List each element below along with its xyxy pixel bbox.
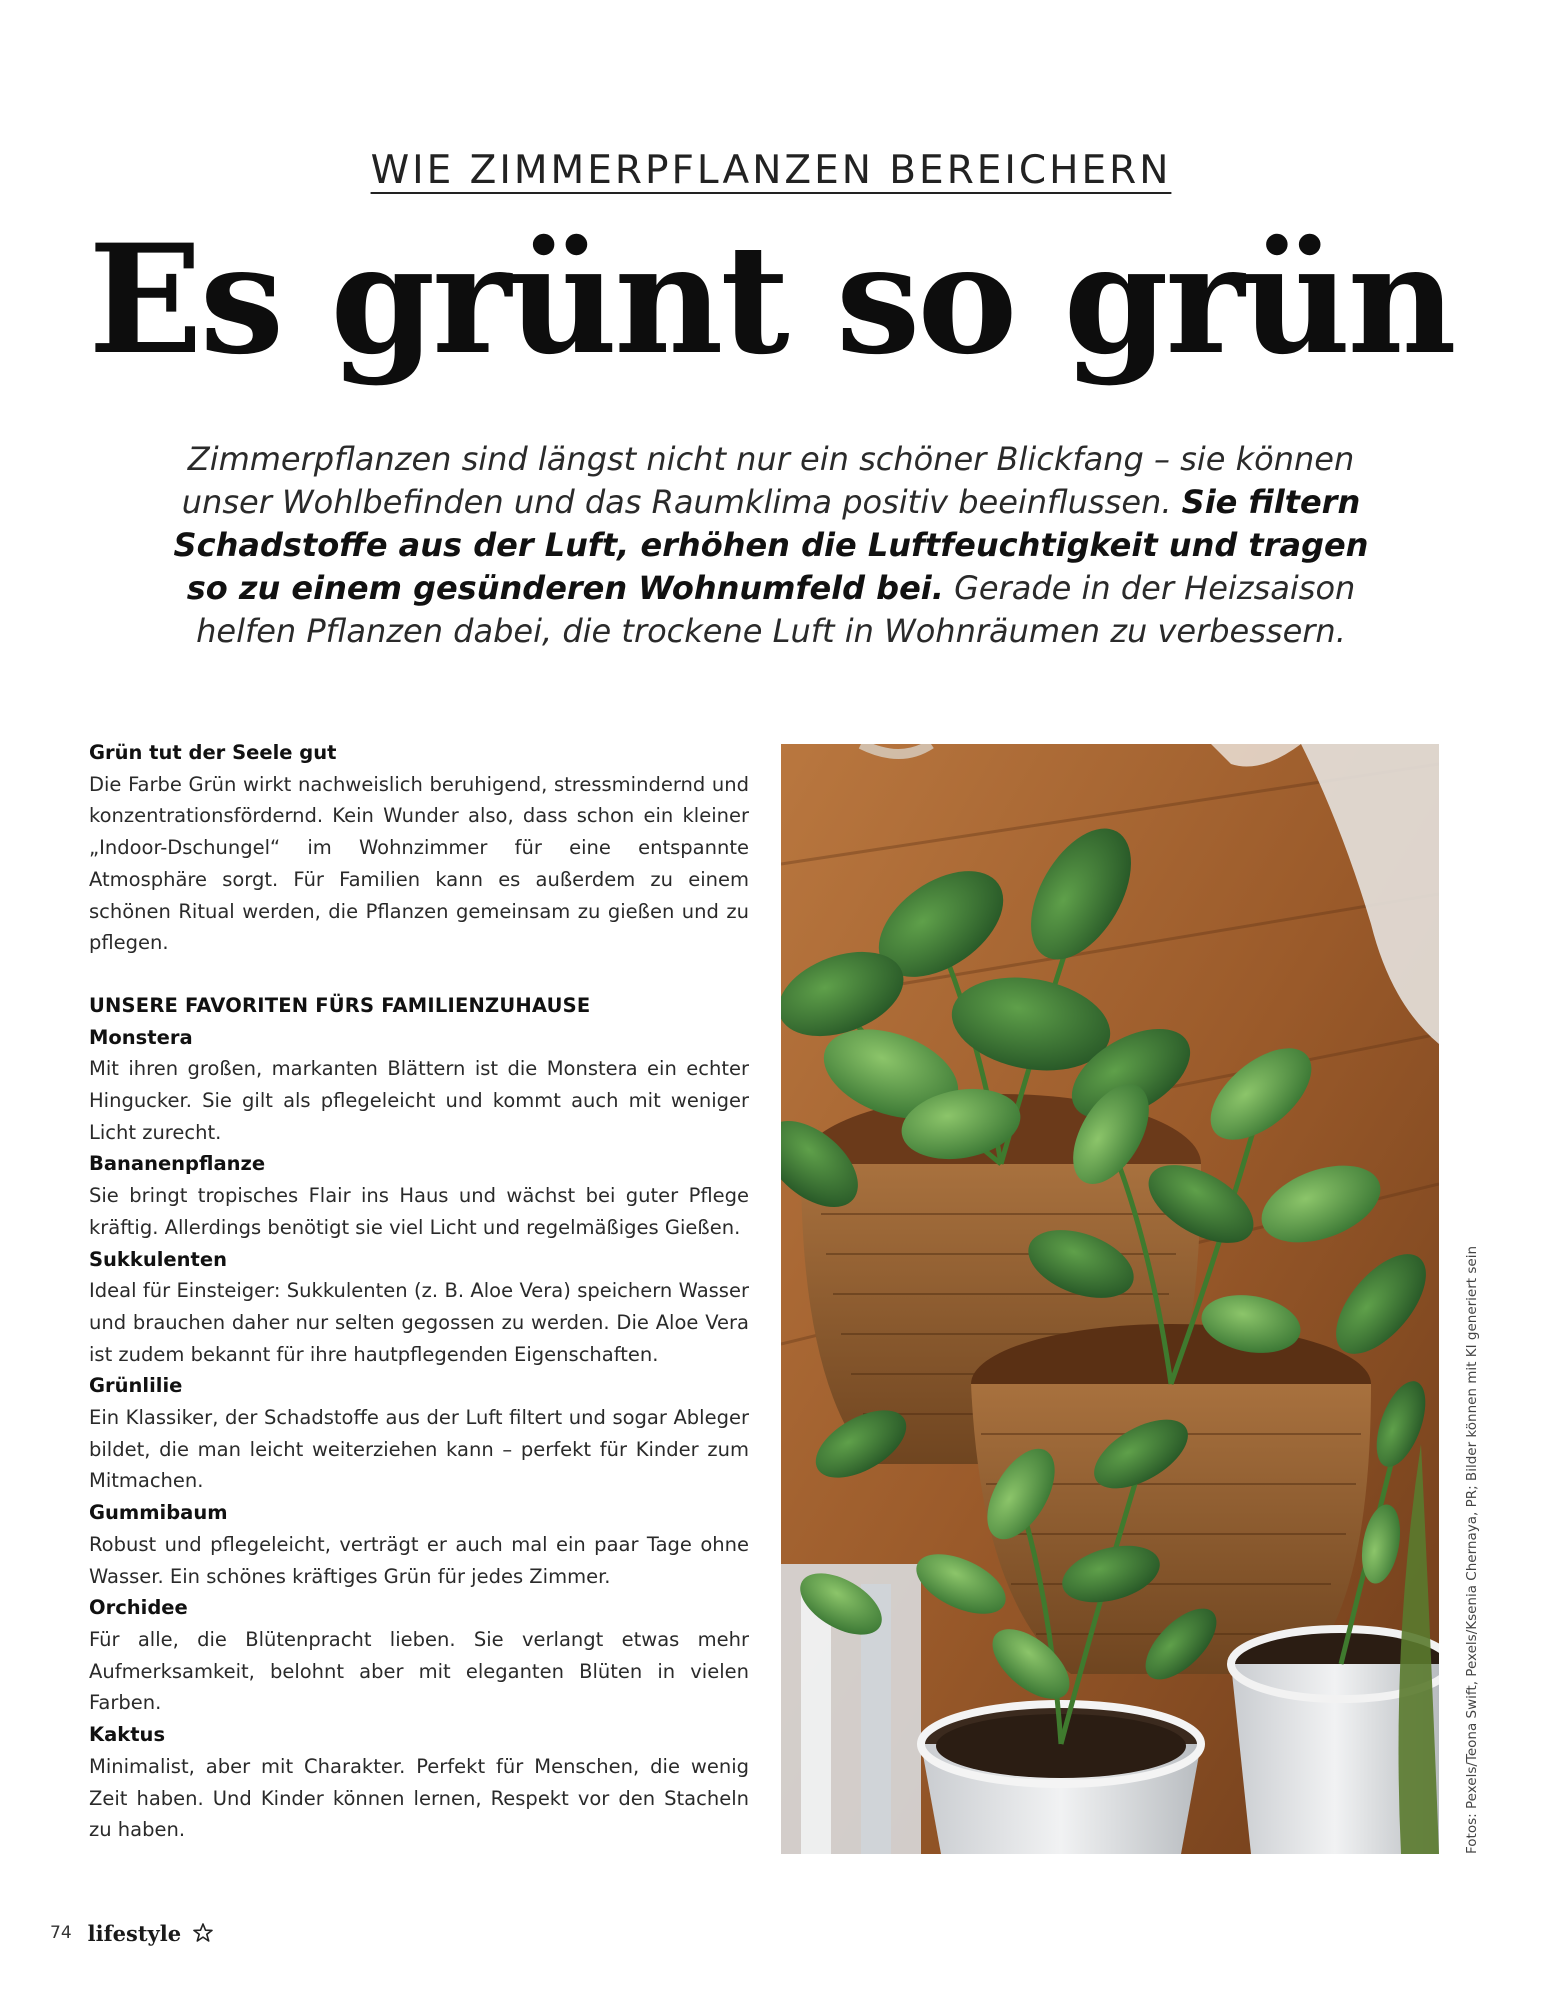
lead-outro: Gerade in der Heizsaison helfen Pflanzen dabei, die trockene Luft in Wohnräumen zu verbessern. — [196, 569, 1356, 650]
houseplants-photo — [781, 744, 1439, 1854]
plant-name: Kaktus — [89, 1723, 166, 1747]
article-body — [89, 737, 749, 1846]
plant-name: Gummibaum — [89, 1501, 228, 1525]
lead-paragraph — [150, 438, 1392, 653]
intro-text: Die Farbe Grün wirkt nachweislich beruhigend, stressmindernd und konzentrationsfördernd. Kein Wunder also, dass schon ein kleiner „Indoor-Dschungel“ im Wohnzimmer für eine entspannte Atmosphäre sorgt. Für Familien kann es außerdem zu einem schönen Ritual werden, die Pflanzen gemeinsam zu gießen und zu pflegen. — [89, 772, 749, 955]
page-number: 74 — [50, 1923, 72, 1943]
plant-text: Ideal für Einsteiger: Sukkulenten (z. B. Aloe Vera) speichern Wasser und brauchen daher nur selten gegossen zu werden. Die Aloe Vera ist zudem bekannt für ihre hautpflegenden Eigenschaften. — [89, 1279, 749, 1366]
kicker: WIE ZIMMERPFLANZEN BEREICHERN — [370, 148, 1172, 193]
plant-text: Sie bringt tropisches Flair ins Haus und wächst bei guter Pflege kräftig. Allerdings benötigt sie viel Licht und regelmäßiges Gießen. — [89, 1184, 749, 1239]
plant-text: Minimalist, aber mit Charakter. Perfekt für Menschen, die wenig Zeit haben. Und Kinder können lernen, Respekt vor den Stacheln zu haben. — [89, 1754, 749, 1842]
lead-bold: Sie filtern Schadstoffe aus der Luft, erhöhen die Luftfeuchtigkeit und tragen so zu einem gesünderen Wohnumfeld bei. — [173, 483, 1369, 607]
plant-name: Sukkulenten — [89, 1247, 227, 1271]
photo-credit-text: Fotos: Pexels/Teona Swift, Pexels/Ksenia Chernaya, PR; Bilder können mit KI generiert sein — [1464, 1245, 1480, 1854]
plant-text: Für alle, die Blütenpracht lieben. Sie verlangt etwas mehr Aufmerksamkeit, belohnt aber mit eleganten Blüten in vielen Farben. — [89, 1627, 749, 1715]
plant-name: Grünlilie — [89, 1374, 183, 1398]
plant-name: Orchidee — [89, 1596, 188, 1620]
lead-intro: Zimmerpflanzen sind längst nicht nur ein schöner Blickfang – sie können unser Wohlbefinden und das Raumklima positiv beeinflussen. — [181, 440, 1355, 521]
photo-credit — [1464, 1245, 1484, 1874]
star-icon — [193, 1923, 213, 1943]
plant-name: Monstera — [89, 1025, 193, 1049]
page-footer — [50, 1918, 213, 1948]
brand-logo: lifestyle — [87, 1920, 182, 1946]
plant-text: Mit ihren großen, markanten Blättern ist die Monstera ein echter Hingucker. Sie gilt als pflegeleicht und kommt auch mit weniger Licht zurecht. — [89, 1057, 749, 1144]
plant-text: Robust und pflegeleicht, verträgt er auch mal ein paar Tage ohne Wasser. Ein schönes kräftiges Grün für jedes Zimmer. — [89, 1532, 749, 1588]
favorites-heading: UNSERE FAVORITEN FÜRS FAMILIENZUHAUSE — [89, 993, 591, 1017]
plant-text: Ein Klassiker, der Schadstoffe aus der Luft filtert und sogar Ableger bildet, die man leicht weiterziehen kann – perfekt für Kinder zum Mitmachen. — [89, 1406, 749, 1493]
intro-heading: Grün tut der Seele gut — [89, 741, 337, 764]
page-title: Es grünt so grün — [88, 212, 1454, 388]
plant-name: Bananenpflanze — [89, 1152, 266, 1176]
